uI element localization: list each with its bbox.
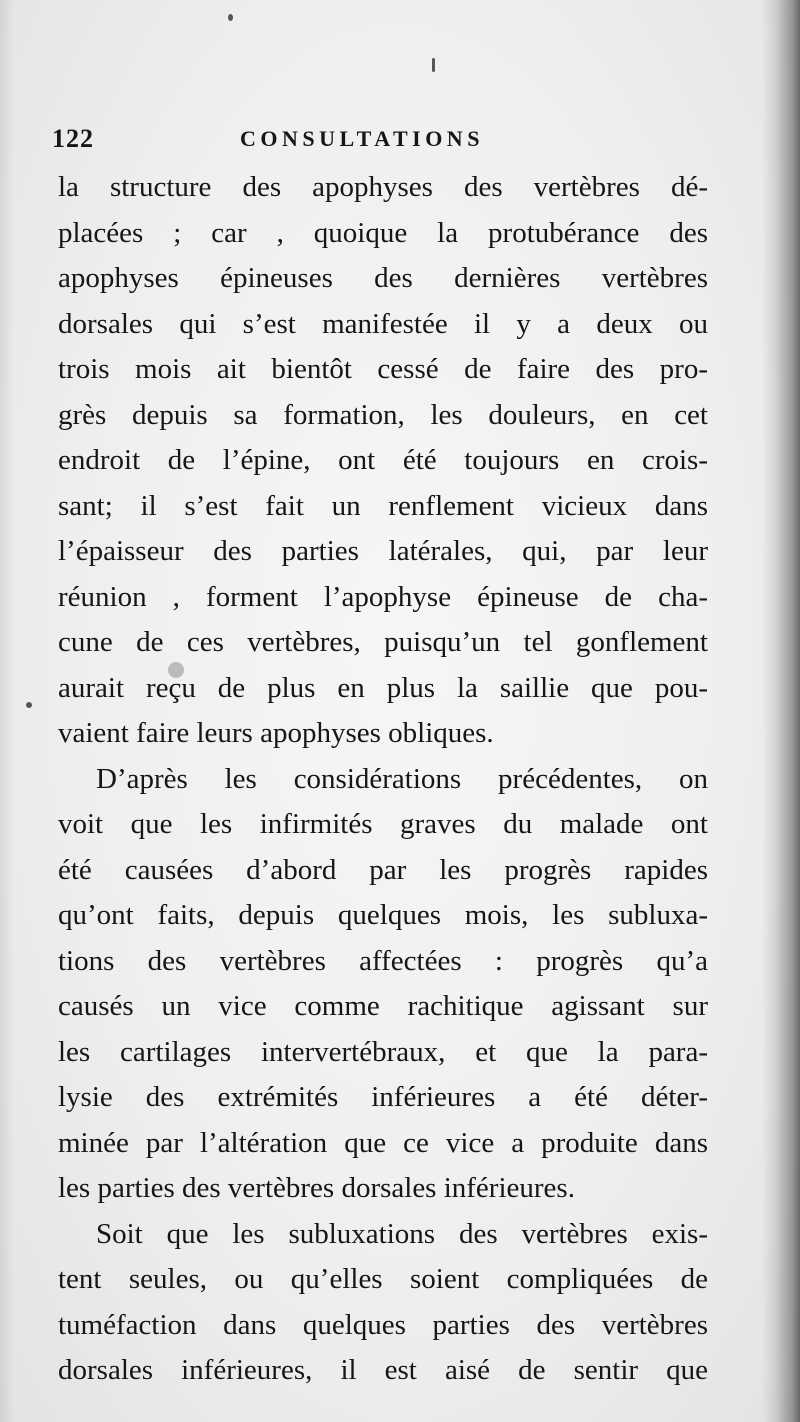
running-head: CONSULTATIONS <box>240 126 484 151</box>
text-line: endroit de l’épine, ont été toujours en crois- <box>58 444 708 476</box>
paragraph-end-line: les parties des vertèbres dorsales inférieures. <box>58 1172 575 1204</box>
page-number: 122 <box>52 124 94 153</box>
paper-speck <box>26 702 32 708</box>
text-line: causés un vice comme rachitique agissant sur <box>58 990 708 1022</box>
text-line: cune de ces vertèbres, puisqu’un tel gonflement <box>58 626 708 658</box>
body-text <box>58 165 708 1394</box>
text-line: tions des vertèbres affectées : progrès qu’a <box>58 944 708 977</box>
paragraph-end-line: vaient faire leurs apophyses obliques. <box>58 717 494 749</box>
text-line: minée par l’altération que ce vice a produite dans <box>58 1126 708 1159</box>
text-line: placées ; car , quoique la protubérance des <box>58 216 708 249</box>
text-line: trois mois ait bientôt cessé de faire des pro- <box>58 353 708 385</box>
text-line: tent seules, ou qu’elles soient compliquées de <box>58 1263 708 1295</box>
page-edge-shadow <box>762 0 800 1422</box>
paragraph-start-line: Soit que les subluxations des vertèbres exis- <box>96 1217 708 1250</box>
text-line: été causées d’abord par les progrès rapides <box>58 853 708 886</box>
text-line: apophyses épineuses des dernières vertèbres <box>58 262 708 294</box>
text-line: dorsales inférieures, il est aisé de sentir que <box>58 1354 708 1386</box>
text-line: grès depuis sa formation, les douleurs, en cet <box>58 398 708 431</box>
paper-speck <box>228 14 233 21</box>
text-line: tuméfaction dans quelques parties des vertèbres <box>58 1308 708 1341</box>
text-line: qu’ont faits, depuis quelques mois, les subluxa- <box>58 899 708 931</box>
text-line: l’épaisseur des parties latérales, qui, par leur <box>58 535 708 567</box>
text-line: voit que les infirmités graves du malade ont <box>58 808 708 840</box>
text-line: aurait reçu de plus en plus la saillie que pou- <box>58 671 708 704</box>
text-line: la structure des apophyses des vertèbres dé- <box>58 171 708 203</box>
paper-speck <box>432 58 435 72</box>
page-header <box>52 124 712 160</box>
text-line: sant; il s’est fait un renflement vicieux dans <box>58 489 708 522</box>
text-line: les cartilages intervertébraux, et que la para- <box>58 1035 708 1068</box>
text-line: lysie des extrémités inférieures a été déter- <box>58 1081 708 1113</box>
text-line: dorsales qui s’est manifestée il y a deux ou <box>58 307 708 340</box>
gutter-shadow <box>0 0 14 1422</box>
text-line: réunion , forment l’apophyse épineuse de cha- <box>58 580 708 613</box>
paragraph-start-line: D’après les considérations précédentes, on <box>96 762 708 795</box>
